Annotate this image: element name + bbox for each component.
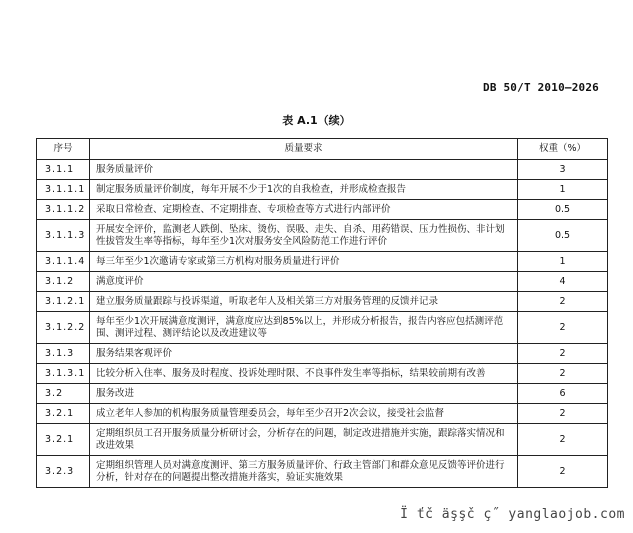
row-number: 3.1.1.2 (37, 200, 90, 220)
row-requirement: 制定服务质量评价制度，每年开展不少于1次的自我检查，并形成检查报告 (90, 180, 518, 200)
table-row (37, 220, 608, 252)
table-row (37, 292, 608, 312)
table-row (37, 180, 608, 200)
table-row (37, 200, 608, 220)
row-weight: 2 (518, 404, 608, 424)
row-weight: 0.5 (518, 200, 608, 220)
column-header-no: 序号 (37, 139, 90, 160)
row-weight: 2 (518, 344, 608, 364)
row-number: 3.1.2 (37, 272, 90, 292)
row-number: 3.1.1.4 (37, 252, 90, 272)
table-row (37, 344, 608, 364)
row-requirement: 每三年至少1次邀请专家或第三方机构对服务质量进行评价 (90, 252, 518, 272)
column-header-requirement: 质量要求 (90, 139, 518, 160)
row-number: 3.2 (37, 384, 90, 404)
row-requirement: 服务结果客观评价 (90, 344, 518, 364)
row-requirement: 成立老年人参加的机构服务质量管理委员会，每年至少召开2次会议，接受社会监督 (90, 404, 518, 424)
row-requirement: 开展安全评价，监测老人跌倒、坠床、烫伤、误吸、走失、自杀、用药错误、压力性损伤、非计划性拔管发生率等指标，每年至少1次对服务安全风险防范工作进行评价 (90, 220, 518, 252)
row-weight: 2 (518, 292, 608, 312)
quality-requirements-table (36, 138, 608, 488)
row-requirement: 建立服务质量跟踪与投诉渠道，听取老年人及相关第三方对服务管理的反馈并记录 (90, 292, 518, 312)
row-weight: 3 (518, 160, 608, 180)
row-weight: 2 (518, 364, 608, 384)
row-requirement: 定期组织员工召开服务质量分析研讨会，分析存在的问题，制定改进措施并实施，跟踪落实情况和改进效果 (90, 424, 518, 456)
row-number: 3.2.1 (37, 404, 90, 424)
table-header-row (37, 139, 608, 160)
row-number: 3.1.3.1 (37, 364, 90, 384)
row-weight: 1 (518, 252, 608, 272)
row-requirement: 采取日常检查、定期检查、不定期排查、专项检查等方式进行内部评价 (90, 200, 518, 220)
table-row (37, 364, 608, 384)
table-row (37, 384, 608, 404)
row-number: 3.1.2.2 (37, 312, 90, 344)
table-row (37, 160, 608, 180)
row-weight: 2 (518, 312, 608, 344)
row-weight: 2 (518, 456, 608, 488)
table-row (37, 424, 608, 456)
row-weight: 2 (518, 424, 608, 456)
table-row (37, 456, 608, 488)
row-number: 3.2.1 (37, 424, 90, 456)
row-number: 3.1.3 (37, 344, 90, 364)
row-number: 3.2.3 (37, 456, 90, 488)
table-row (37, 404, 608, 424)
row-requirement: 服务质量评价 (90, 160, 518, 180)
table-row (37, 272, 608, 292)
row-weight: 0.5 (518, 220, 608, 252)
watermark-text: Ï ťč äşşč ç˝ yanglaojob.com (400, 507, 625, 522)
row-weight: 4 (518, 272, 608, 292)
row-number: 3.1.1.1 (37, 180, 90, 200)
row-requirement: 满意度评价 (90, 272, 518, 292)
row-weight: 6 (518, 384, 608, 404)
column-header-weight: 权重（%） (518, 139, 608, 160)
table-title: 表 A.1（续） (282, 114, 351, 127)
standard-code: DB 50/T 2010—2026 (483, 81, 599, 94)
row-weight: 1 (518, 180, 608, 200)
table-row (37, 252, 608, 272)
row-number: 3.1.2.1 (37, 292, 90, 312)
row-number: 3.1.1 (37, 160, 90, 180)
table-row (37, 312, 608, 344)
row-requirement: 比较分析入住率、服务及时程度、投诉处理时限、不良事件发生率等指标，结果较前期有改善 (90, 364, 518, 384)
row-requirement: 服务改进 (90, 384, 518, 404)
row-requirement: 每年至少1次开展满意度测评，满意度应达到85%以上，并形成分析报告，报告内容应包括测评范围、测评过程、测评结论以及改进建议等 (90, 312, 518, 344)
row-requirement: 定期组织管理人员对满意度测评、第三方服务质量评价、行政主管部门和群众意见反馈等评价进行分析，针对存在的问题提出整改措施并落实，验证实施效果 (90, 456, 518, 488)
row-number: 3.1.1.3 (37, 220, 90, 252)
